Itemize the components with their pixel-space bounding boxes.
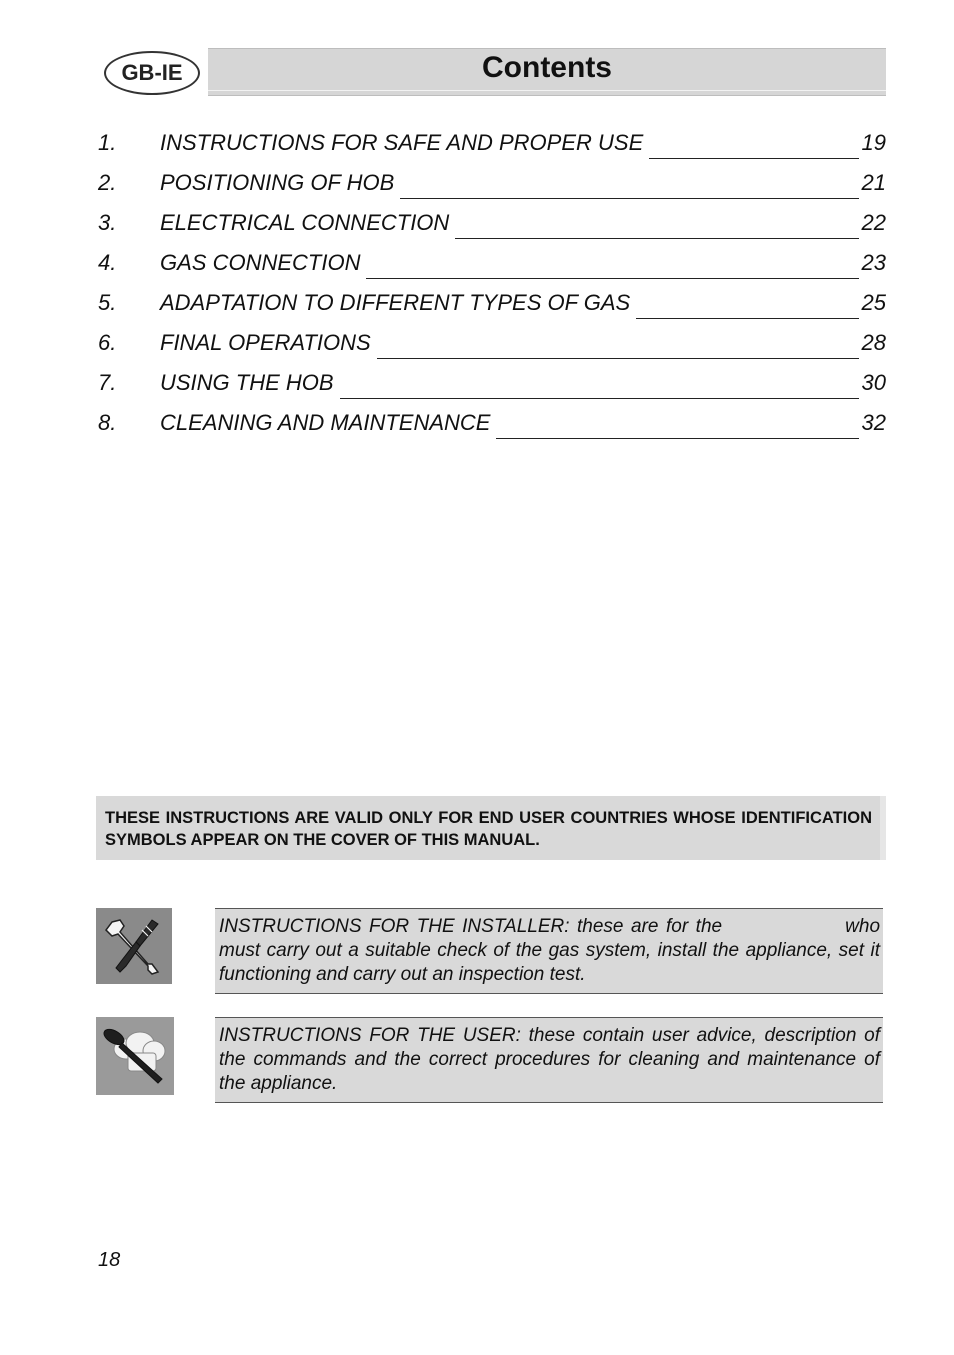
toc-entry-page: 19 <box>861 130 886 155</box>
toc-entry-number: 4. <box>98 250 117 275</box>
toc-entry-number: 8. <box>98 410 117 435</box>
toc-entry[interactable] <box>98 130 886 170</box>
toc-entry[interactable] <box>98 410 886 450</box>
toc-entry-number: 5. <box>98 290 117 315</box>
toc-entry[interactable] <box>98 250 886 290</box>
toc-entry[interactable] <box>98 170 886 210</box>
tools-icon <box>96 908 172 984</box>
page-title: Contents <box>482 51 612 84</box>
region-badge-label: GB-IE <box>121 60 183 85</box>
toc-entry-page: 30 <box>861 370 886 395</box>
toc-entry[interactable] <box>98 370 886 410</box>
toc-entry-title: ELECTRICAL CONNECTION <box>160 210 450 235</box>
toc-entry-number: 7. <box>98 370 117 395</box>
installer-instructions-box <box>215 908 883 994</box>
toc-leader-line <box>496 422 858 439</box>
toc-leader-line <box>649 142 858 159</box>
toc-entry-title: USING THE HOB <box>160 370 334 395</box>
user-instructions-box <box>215 1017 883 1103</box>
region-badge <box>104 51 200 95</box>
toc-leader-line <box>366 262 858 279</box>
toc-entry[interactable] <box>98 330 886 370</box>
toc-entry-number: 1. <box>98 130 117 155</box>
toc-entry-title: INSTRUCTIONS FOR SAFE AND PROPER USE <box>160 130 644 155</box>
toc-entry-number: 6. <box>98 330 117 355</box>
toc-entry-page: 23 <box>861 250 886 275</box>
toc-entry-number: 2. <box>98 170 117 195</box>
toc-entry-page: 25 <box>861 290 886 315</box>
toc-entry-page: 32 <box>861 410 886 435</box>
toc-entry[interactable] <box>98 290 886 330</box>
toc-entry-title: CLEANING AND MAINTENANCE <box>160 410 491 435</box>
page-number: 18 <box>98 1249 121 1271</box>
installer-text-part1: INSTRUCTIONS FOR THE INSTALLER: these are for the <box>219 916 723 937</box>
toc-entry-title: FINAL OPERATIONS <box>160 330 371 355</box>
toc-entry-page: 28 <box>861 330 886 355</box>
table-of-contents <box>98 130 886 450</box>
toc-leader-line <box>400 182 858 199</box>
toc-entry-title: ADAPTATION TO DIFFERENT TYPES OF GAS <box>160 290 631 315</box>
toc-leader-line <box>636 302 858 319</box>
toc-leader-line <box>340 382 859 399</box>
toc-entry-title: GAS CONNECTION <box>160 250 361 275</box>
title-bar <box>208 48 886 96</box>
toc-leader-line <box>455 222 858 239</box>
user-instructions-text: INSTRUCTIONS FOR THE USER: these contain user advice, description of the commands and the correct procedures for cleaning and maintenance of the appliance. <box>219 1025 880 1094</box>
toc-entry-number: 3. <box>98 210 117 235</box>
toc-entry[interactable] <box>98 210 886 250</box>
toc-entry-page: 21 <box>861 170 886 195</box>
installer-text-part2: who must carry out a suitable check of the gas system, install the appliance, set it functioning and carry out an inspection test. <box>219 916 881 985</box>
toc-entry-title: POSITIONING OF HOB <box>160 170 395 195</box>
validity-notice: THESE INSTRUCTIONS ARE VALID ONLY FOR END USER COUNTRIES WHOSE IDENTIFICATION SYMBOLS APPEAR ON THE COVER OF THIS MANUAL. <box>96 796 886 860</box>
toc-entry-page: 22 <box>861 210 886 235</box>
chef-spoon-icon <box>96 1017 174 1095</box>
toc-leader-line <box>377 342 859 359</box>
